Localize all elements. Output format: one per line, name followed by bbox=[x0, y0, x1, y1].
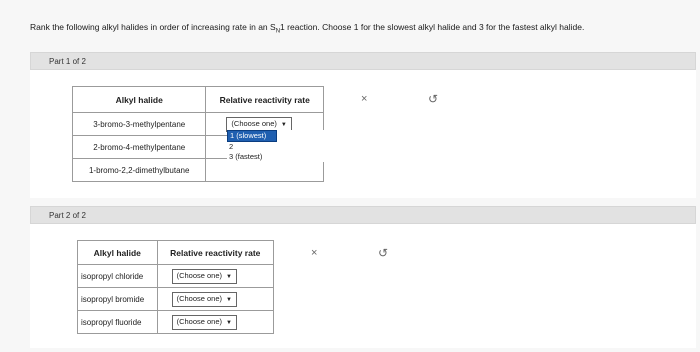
header-reactivity-rate: Relative reactivity rate bbox=[157, 241, 273, 265]
part-2-header bbox=[30, 206, 696, 224]
rank-select-6[interactable]: (Choose one) ▼ bbox=[172, 315, 237, 330]
dropdown-arrow-icon: ▼ bbox=[226, 319, 232, 326]
table-row bbox=[78, 288, 274, 311]
clear-icon[interactable]: × bbox=[311, 247, 318, 259]
part-1-header bbox=[30, 52, 696, 70]
dropdown-arrow-icon: ▼ bbox=[226, 296, 232, 303]
clear-icon[interactable]: × bbox=[361, 93, 368, 105]
rank-dropdown-list bbox=[227, 130, 325, 162]
rank-select-4[interactable]: (Choose one) ▼ bbox=[172, 269, 237, 284]
rate-cell bbox=[157, 311, 273, 334]
halide-name: 2-bromo-4-methylpentane bbox=[73, 136, 206, 159]
table-row bbox=[78, 265, 274, 288]
undo-icon[interactable]: ↺ bbox=[378, 246, 389, 260]
rank-select-1[interactable]: (Choose one) ▼ bbox=[226, 117, 291, 132]
option-1-slowest[interactable]: 1 (slowest) bbox=[227, 130, 277, 142]
halide-name: 1-bromo-2,2-dimethylbutane bbox=[73, 159, 206, 182]
part-1-label: Part 1 of 2 bbox=[49, 57, 86, 66]
rate-cell bbox=[157, 265, 273, 288]
halide-name: isopropyl chloride bbox=[78, 265, 158, 288]
header-reactivity-rate: Relative reactivity rate bbox=[206, 87, 324, 113]
part-2-label: Part 2 of 2 bbox=[49, 211, 86, 220]
header-alkyl-halide: Alkyl halide bbox=[78, 241, 158, 265]
halide-name: isopropyl bromide bbox=[78, 288, 158, 311]
instructions: Rank the following alkyl halides in order of increasing rate in an $S_N1$ reaction. Choose 1 for the slowest alkyl halide and 3 for the fastest alkyl halide. bbox=[30, 22, 585, 35]
halide-name: 3-bromo-3-methylpentane bbox=[73, 113, 206, 136]
header-alkyl-halide: Alkyl halide bbox=[73, 87, 206, 113]
table-row bbox=[78, 311, 274, 334]
option-3-fastest[interactable]: 3 (fastest) bbox=[229, 152, 263, 161]
part-2-table bbox=[77, 240, 274, 334]
rate-cell bbox=[157, 288, 273, 311]
rank-select-5[interactable]: (Choose one) ▼ bbox=[172, 292, 237, 307]
dropdown-arrow-icon: ▼ bbox=[226, 273, 232, 280]
undo-icon[interactable]: ↺ bbox=[428, 92, 439, 106]
dropdown-arrow-icon: ▼ bbox=[280, 121, 287, 128]
option-2[interactable]: 2 bbox=[229, 142, 234, 151]
halide-name: isopropyl fluoride bbox=[78, 311, 158, 334]
